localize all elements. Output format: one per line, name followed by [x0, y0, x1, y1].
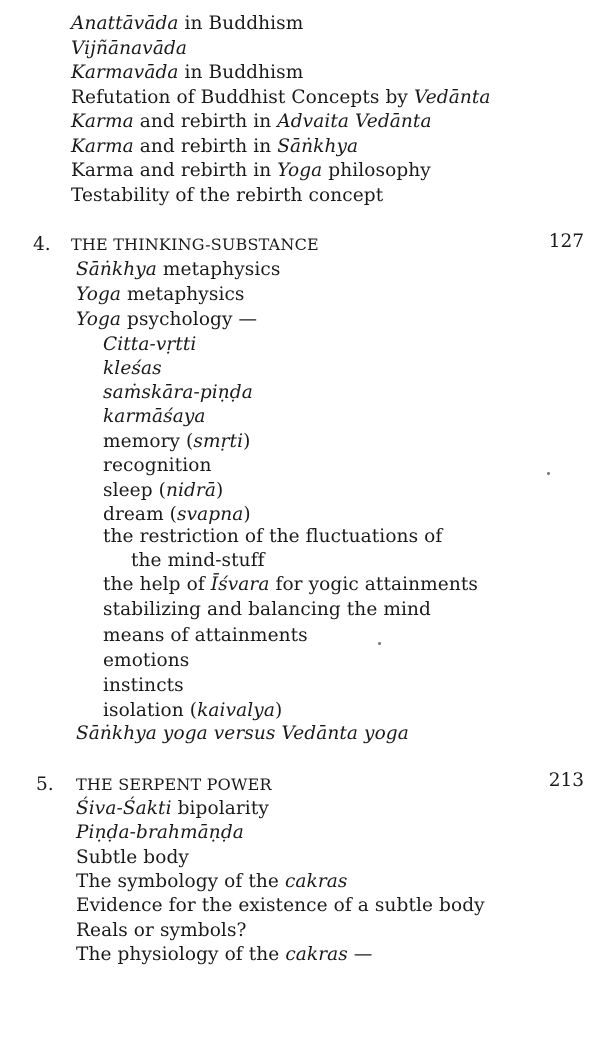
print-speck	[547, 472, 550, 475]
text-run: )	[243, 504, 251, 525]
chapter-page-number: 127	[548, 231, 584, 252]
toc-entry	[76, 821, 244, 845]
toc-subentry	[103, 357, 162, 381]
toc-entry	[71, 184, 383, 208]
italic-term: Citta-vṛtti	[103, 334, 197, 355]
text-run: sleep (	[103, 480, 166, 501]
toc-subentry	[103, 649, 189, 673]
toc-entry	[76, 797, 269, 821]
toc-entry	[71, 135, 358, 159]
toc-entry	[76, 894, 485, 918]
toc-entry	[76, 846, 189, 870]
toc-entry	[71, 12, 303, 36]
italic-term: svapna	[177, 504, 244, 525]
italic-term: Karma	[71, 136, 134, 157]
text-run: recognition	[103, 455, 212, 476]
toc-subentry	[103, 573, 478, 597]
italic-term: Yoga	[76, 284, 122, 305]
italic-term: nidrā	[165, 480, 217, 501]
toc-subentry	[103, 525, 442, 549]
toc-entry	[71, 37, 187, 61]
text-run: Reals or symbols?	[76, 920, 247, 941]
toc-entry	[71, 110, 432, 134]
chapter-title: THE SERPENT POWER	[76, 775, 272, 794]
italic-term: Vijñānavāda	[71, 38, 188, 59]
italic-term: kaivalya	[197, 700, 275, 721]
text-run: in Buddhism	[178, 62, 304, 83]
print-speck	[378, 642, 381, 645]
text-run: )	[274, 700, 283, 721]
italic-term: Sāṅkhya	[76, 259, 157, 280]
toc-entry	[71, 86, 491, 110]
chapter-title: THE THINKING-SUBSTANCE	[71, 235, 319, 254]
italic-term: Vedānta	[413, 87, 491, 108]
chapter-page-number: 213	[548, 770, 584, 791]
italic-term: Sāṅkhya yoga versus Vedānta yoga	[76, 723, 409, 744]
toc-entry	[76, 943, 373, 967]
toc-subentry	[103, 674, 184, 698]
text-run: philosophy	[322, 160, 431, 181]
italic-term: kleśas	[103, 358, 162, 379]
toc-entry	[76, 258, 280, 282]
toc-entry	[76, 722, 409, 746]
text-run: the restriction of the fluctuations of	[103, 526, 443, 547]
text-run: )	[216, 480, 224, 501]
toc-subentry	[103, 454, 211, 478]
toc-subentry-continuation	[131, 549, 265, 573]
italic-term: Karmavāda	[71, 62, 179, 83]
toc-subentry	[103, 405, 206, 429]
text-run: emotions	[103, 650, 190, 671]
italic-term: Anattāvāda	[71, 13, 179, 34]
italic-term: cakras	[285, 944, 348, 965]
text-run: instincts	[103, 675, 184, 696]
text-run: Refutation of Buddhist Concepts by	[71, 87, 414, 108]
text-run: and rebirth in	[133, 136, 278, 157]
toc-entry	[76, 919, 247, 943]
toc-subentry	[103, 333, 196, 357]
italic-term: Śiva-Śakti	[76, 798, 172, 819]
text-run: the help of	[103, 574, 211, 595]
text-run: psychology —	[121, 309, 258, 330]
text-run: Evidence for the existence of a subtle body	[76, 895, 485, 916]
italic-term: Īśvara	[210, 574, 270, 595]
text-run: isolation (	[103, 700, 198, 721]
toc-entry	[71, 61, 303, 85]
toc-subentry	[103, 503, 251, 527]
italic-term: Karma	[71, 111, 134, 132]
text-run: and rebirth in	[133, 111, 278, 132]
text-run: metaphysics	[156, 259, 281, 280]
text-run: )	[243, 431, 251, 452]
toc-subentry	[103, 624, 308, 648]
text-run: Testability of the rebirth concept	[71, 185, 384, 206]
italic-term: Yoga	[76, 309, 122, 330]
chapter-number: 4.	[33, 234, 51, 255]
italic-term: saṁskāra-piṇḍa	[103, 382, 253, 403]
italic-term: Yoga	[277, 160, 323, 181]
text-run: metaphysics	[121, 284, 245, 305]
toc-entry	[76, 283, 245, 307]
toc-subentry	[103, 381, 253, 405]
toc-subentry	[103, 479, 223, 503]
toc-subentry	[103, 430, 250, 454]
italic-term: smṛti	[193, 431, 244, 452]
text-run: stabilizing and balancing the mind	[103, 599, 431, 620]
chapter-number: 5.	[36, 774, 54, 795]
text-run: the mind-stuff	[131, 550, 265, 571]
text-run: in Buddhism	[178, 13, 304, 34]
toc-entry	[76, 308, 257, 332]
toc-subentry	[103, 699, 282, 723]
text-run: —	[347, 944, 373, 965]
text-run: Karma and rebirth in	[71, 160, 278, 181]
italic-term: Piṇḍa-brahmāṇḍa	[76, 822, 244, 843]
toc-entry	[76, 870, 348, 894]
text-run: for yogic attainments	[269, 574, 478, 595]
text-run: bipolarity	[171, 798, 269, 819]
italic-term: Advaita Vedānta	[277, 111, 432, 132]
text-run: Subtle body	[76, 847, 189, 868]
text-run: memory (	[103, 431, 194, 452]
italic-term: cakras	[284, 871, 348, 892]
italic-term: karmāśaya	[103, 406, 206, 427]
text-run: The physiology of the	[76, 944, 286, 965]
italic-term: Sāṅkhya	[277, 136, 359, 157]
toc-entry	[71, 159, 431, 183]
text-run: The symbology of the	[76, 871, 285, 892]
toc-subentry	[103, 598, 431, 622]
text-run: means of attainments	[103, 625, 308, 646]
text-run: dream (	[103, 504, 178, 525]
